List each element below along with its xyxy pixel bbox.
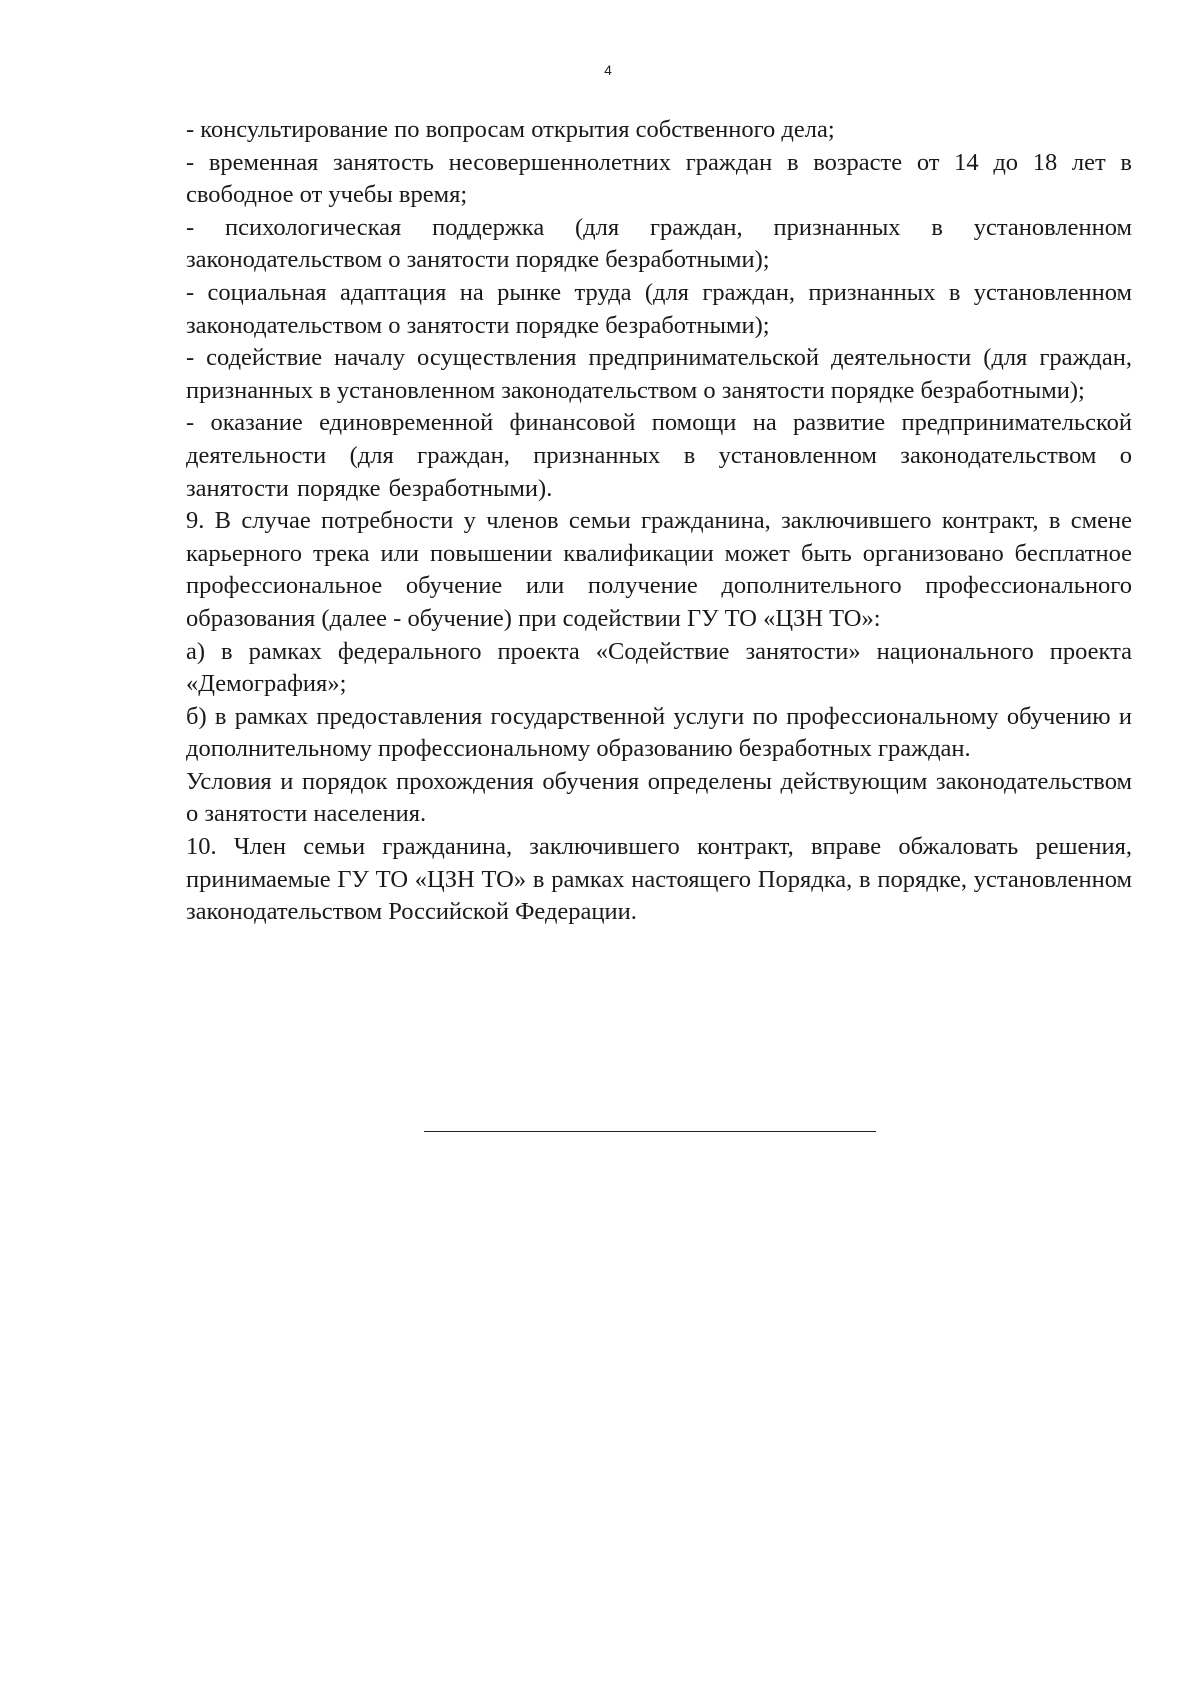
list-item-temporary-employment-minors: - временная занятость несовершеннолетних граждан в возрасте от 14 до 18 лет в свободное от учебы время; [186, 148, 1132, 209]
clause-9-paragraph: 9. В случае потребности у членов семьи гражданина, заключившего контракт, в смене карьерного трека или повышении квалификации может быть организовано бесплатное профессиональное обучение или получение дополнительного профессионального образования (далее - обучение) при содействии ГУ ТО «ЦЗН ТО»: [186, 507, 1132, 632]
clause-9-item-a: а) в рамках федерального проекта «Содействие занятости» национального проекта «Демография»; [186, 637, 1132, 698]
page-number: 4 [604, 62, 612, 78]
clause-9-item-b: б) в рамках предоставления государственной услуги по профессиональному обучению и дополнительному профессиональному образованию безработных граждан. [186, 702, 1132, 763]
list-item-business-consulting: - консультирование по вопросам открытия собственного дела; [186, 116, 835, 143]
list-item-financial-aid: - оказание единовременной финансовой помощи на развитие предпринимательской деятельности (для граждан, признанных в установленном законодательством о занятости порядке безработными). [186, 409, 1132, 502]
list-item-entrepreneurship-assistance: - содействие началу осуществления предпринимательской деятельности (для граждан, признанных в установленном законодательством о занятости порядке безработными); [186, 344, 1132, 404]
training-conditions-paragraph: Условия и порядок прохождения обучения определены действующим законодательством о занятости населения. [186, 767, 1132, 828]
document-body [186, 114, 1132, 929]
end-separator-line [424, 1131, 876, 1132]
list-item-psychological-support: - психологическая поддержка (для граждан, признанных в установленном законодательством о занятости порядке безработными); [186, 213, 1132, 274]
clause-10-paragraph: 10. Член семьи гражданина, заключившего контракт, вправе обжаловать решения, принимаемые ГУ ТО «ЦЗН ТО» в рамках настоящего Порядка, в порядке, установленном законодательством Российской Федерации. [186, 833, 1132, 926]
list-item-social-adaptation: - социальная адаптация на рынке труда (для граждан, признанных в установленном законодательством о занятости порядке безработными); [186, 278, 1132, 339]
